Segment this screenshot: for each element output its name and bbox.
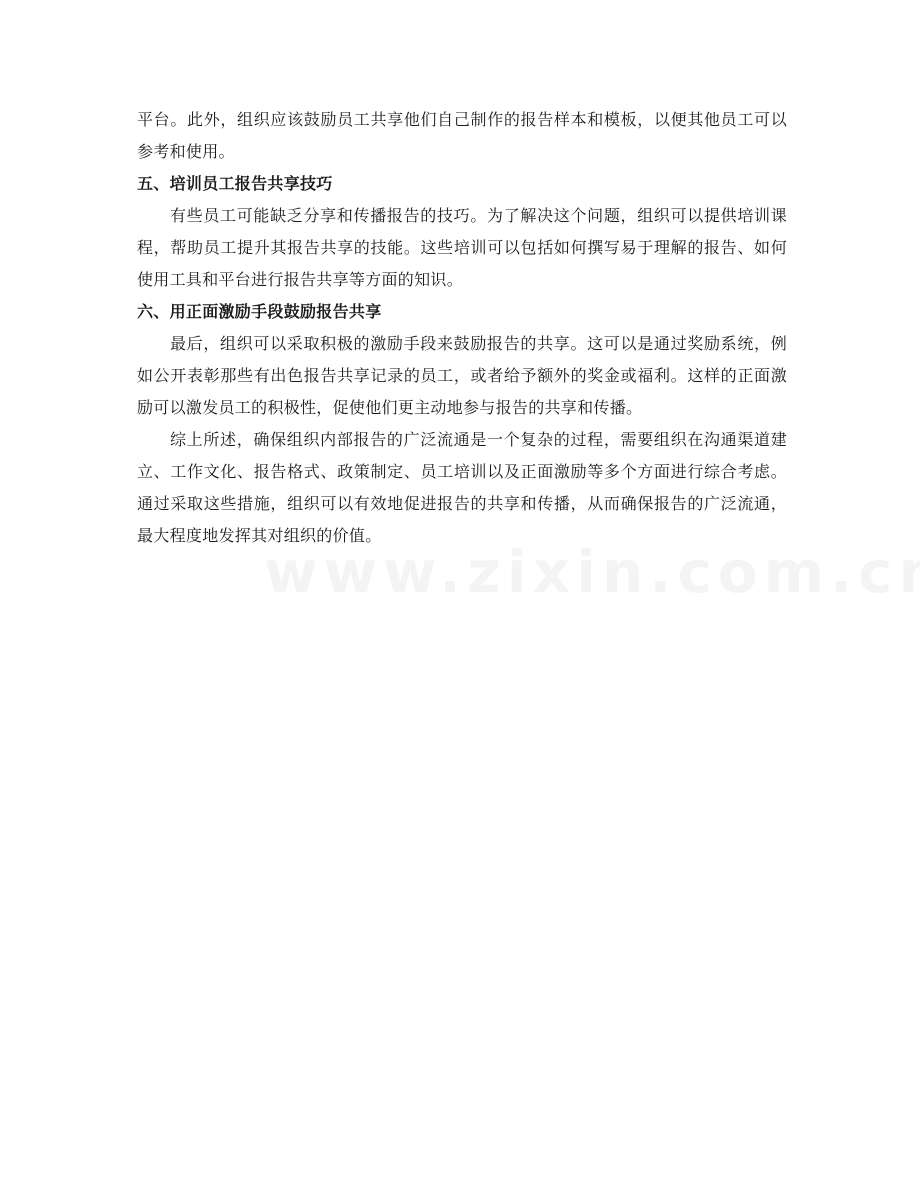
section-6-paragraph: 最后，组织可以采取积极的激励手段来鼓励报告的共享。这可以是通过奖励系统，例如公开表彰那些有出色报告共享记录的员工，或者给予额外的奖金或福利。这样的正面激励可以激发员工的积极性，促使他们更主动地参与报告的共享和传播。 xyxy=(137,334,787,417)
conclusion-paragraph: 综上所述，确保组织内部报告的广泛流通是一个复杂的过程，需要组织在沟通渠道建立、工作文化、报告格式、政策制定、员工培训以及正面激励等多个方面进行综合考虑。通过采取这些措施，组织可以有效地促进报告的共享和传播，从而确保报告的广泛流通，最大程度地发挥其对组织的价值。 xyxy=(137,430,787,545)
document-body xyxy=(137,104,787,552)
section-6-heading: 六、用正面激励手段鼓励报告共享 xyxy=(137,302,382,321)
section-5-heading: 五、培训员工报告共享技巧 xyxy=(137,174,333,193)
section-5-paragraph: 有些员工可能缺乏分享和传播报告的技巧。为了解决这个问题，组织可以提供培训课程，帮助员工提升其报告共享的技能。这些培训可以包括如何撰写易于理解的报告、如何使用工具和平台进行报告共享等方面的知识。 xyxy=(137,206,787,289)
intro-continuation-paragraph: 平台。此外，组织应该鼓励员工共享他们自己制作的报告样本和模板，以便其他员工可以参考和使用。 xyxy=(137,110,787,161)
